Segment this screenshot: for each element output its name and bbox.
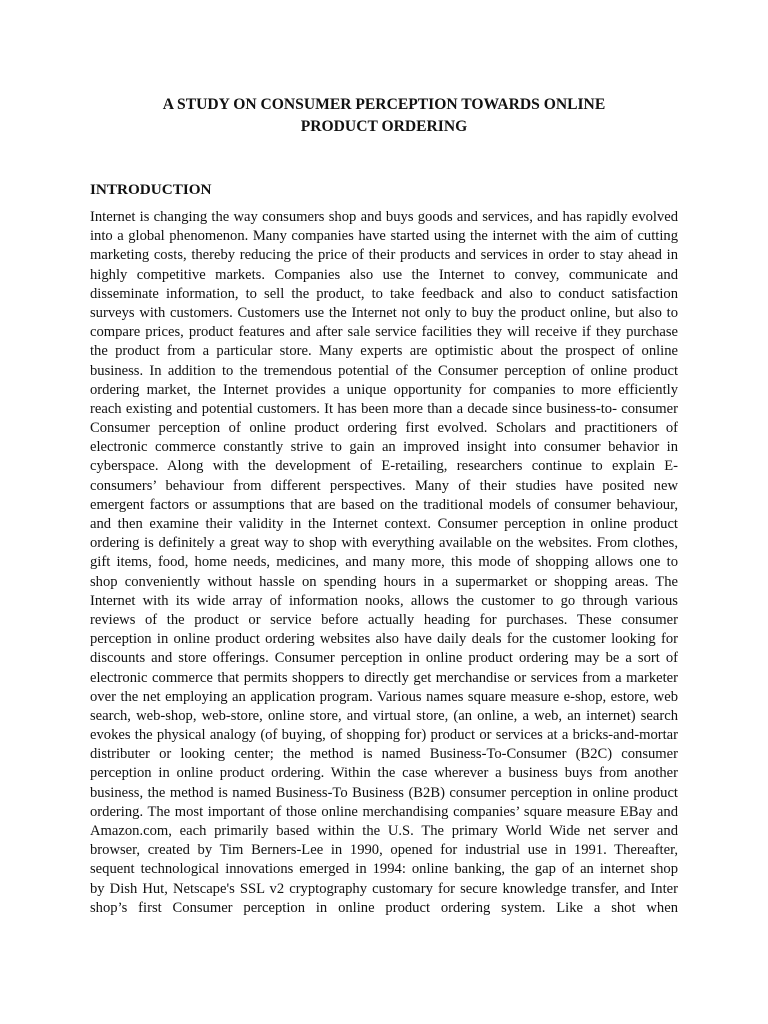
paragraph-line: shop’s first Consumer perception in online product ordering system. Like a shot when bbox=[90, 899, 678, 916]
paragraph-line: compare prices, product features and after sale service facilities they will receive if they purchase bbox=[90, 324, 678, 341]
paragraph-line: electronic commerce that permits shoppers to directly get merchandise or services from a marketer bbox=[90, 669, 678, 686]
paragraph-line: search, web-shop, web-store, online store, and virtual store, (an online, a web, an internet) search bbox=[90, 707, 678, 724]
paragraph-line: browser, created by Tim Berners-Lee in 1990, opened for industrial use in 1991. Thereafter, bbox=[90, 842, 678, 859]
paragraph-line: reviews of the product or service before actually heading for purchases. These consumer bbox=[90, 611, 678, 628]
section-heading-introduction: INTRODUCTION bbox=[90, 181, 212, 198]
paragraph-line: marketing costs, thereby reducing the price of their products and services in order to stay ahead in bbox=[90, 247, 678, 264]
paragraph-line: Internet with its wide array of information nooks, allows the customer to go through various bbox=[90, 592, 678, 609]
paragraph-line: and then examine their validity in the Internet context. Consumer perception in online product bbox=[90, 516, 678, 532]
paragraph-line: evokes the physical analogy (of buying, of shopping for) product or services at a bricks-and-mortar bbox=[90, 727, 678, 744]
paragraph-line: perception in online product ordering websites also have daily deals for the customer looking for bbox=[90, 631, 678, 648]
paragraph-line: highly competitive markets. Companies also use the Internet to convey, communicate and bbox=[90, 266, 678, 283]
title-line-2: PRODUCT ORDERING bbox=[300, 118, 468, 135]
paragraph-line: business, the method is named Business-To Business (B2B) consumer perception in online product bbox=[90, 784, 678, 801]
paragraph-line: Amazon.com, each primarily based within the U.S. The primary World Wide net server and bbox=[90, 823, 678, 839]
paragraph-line: reach existing and potential customers. It has been more than a decade since business-to- consumer bbox=[90, 400, 678, 417]
paragraph-line: distributer or looking center; the method is named Business-To-Consumer (B2C) consumer bbox=[90, 746, 678, 763]
paragraph-line: discounts and store offerings. Consumer perception in online product ordering may be a sort of bbox=[90, 650, 678, 667]
paragraph-line: the product from a particular store. Many experts are optimistic about the prospect of online bbox=[90, 343, 678, 360]
paragraph-line: Internet is changing the way consumers shop and buys goods and services, and has rapidly evolved bbox=[90, 209, 678, 225]
paragraph-line: ordering is definitely a great way to shop with everything available on the websites. From clothes, bbox=[90, 535, 678, 552]
page-title bbox=[90, 94, 678, 138]
paragraph-line: gift items, food, home needs, medicines, and many more, this mode of shopping allows one to bbox=[90, 554, 678, 571]
paragraph-line: electronic commerce constantly strive to gain an improved insight into consumer behavior in bbox=[90, 439, 678, 456]
paragraph-line: cyberspace. Along with the development of E-retailing, researchers continue to explain E- bbox=[90, 458, 678, 475]
paragraph-line: consumers’ behaviour from different perspectives. Many of their studies have posited new bbox=[90, 477, 678, 494]
paragraph-line: into a global phenomenon. Many companies have started using the internet with the aim of cutting bbox=[90, 228, 678, 245]
paragraph-line: sequent technological innovations emerged in 1994: online banking, the gap of an internet shop bbox=[90, 861, 678, 878]
title-line-1: A STUDY ON CONSUMER PERCEPTION TOWARDS ONLINE bbox=[162, 96, 606, 113]
paragraph-line: ordering. The most important of those online merchandising companies’ square measure EBay and bbox=[90, 803, 678, 820]
paragraph-line: over the net employing an application program. Various names square measure e-shop, estore, web bbox=[90, 688, 678, 705]
paragraph-line: Consumer perception of online product ordering first evolved. Scholars and practitioners of bbox=[90, 420, 678, 437]
paragraph-line: disseminate information, to sell the product, to take feedback and also to conduct satisfaction bbox=[90, 285, 678, 302]
paragraph-line: shop conveniently without hassle on spending hours in a supermarket or shopping areas. The bbox=[90, 573, 678, 590]
paragraph-line: emergent factors or assumptions that are based on the traditional models of consumer behaviour, bbox=[90, 496, 678, 513]
introduction-paragraph bbox=[90, 208, 678, 918]
paragraph-line: perception in online product ordering. Within the case wherever a business buys from another bbox=[90, 765, 678, 782]
paragraph-line: business. In addition to the tremendous potential of the Consumer perception of online product bbox=[90, 362, 678, 379]
paragraph-line: surveys with customers. Customers use the Internet not only to buy the product online, but also to bbox=[90, 304, 678, 321]
paragraph-line: by Dish Hut, Netscape's SSL v2 cryptography customary for secure knowledge transfer, and Inter bbox=[90, 880, 678, 897]
paragraph-line: ordering market, the Internet provides a unique opportunity for companies to more efficiently bbox=[90, 381, 678, 398]
